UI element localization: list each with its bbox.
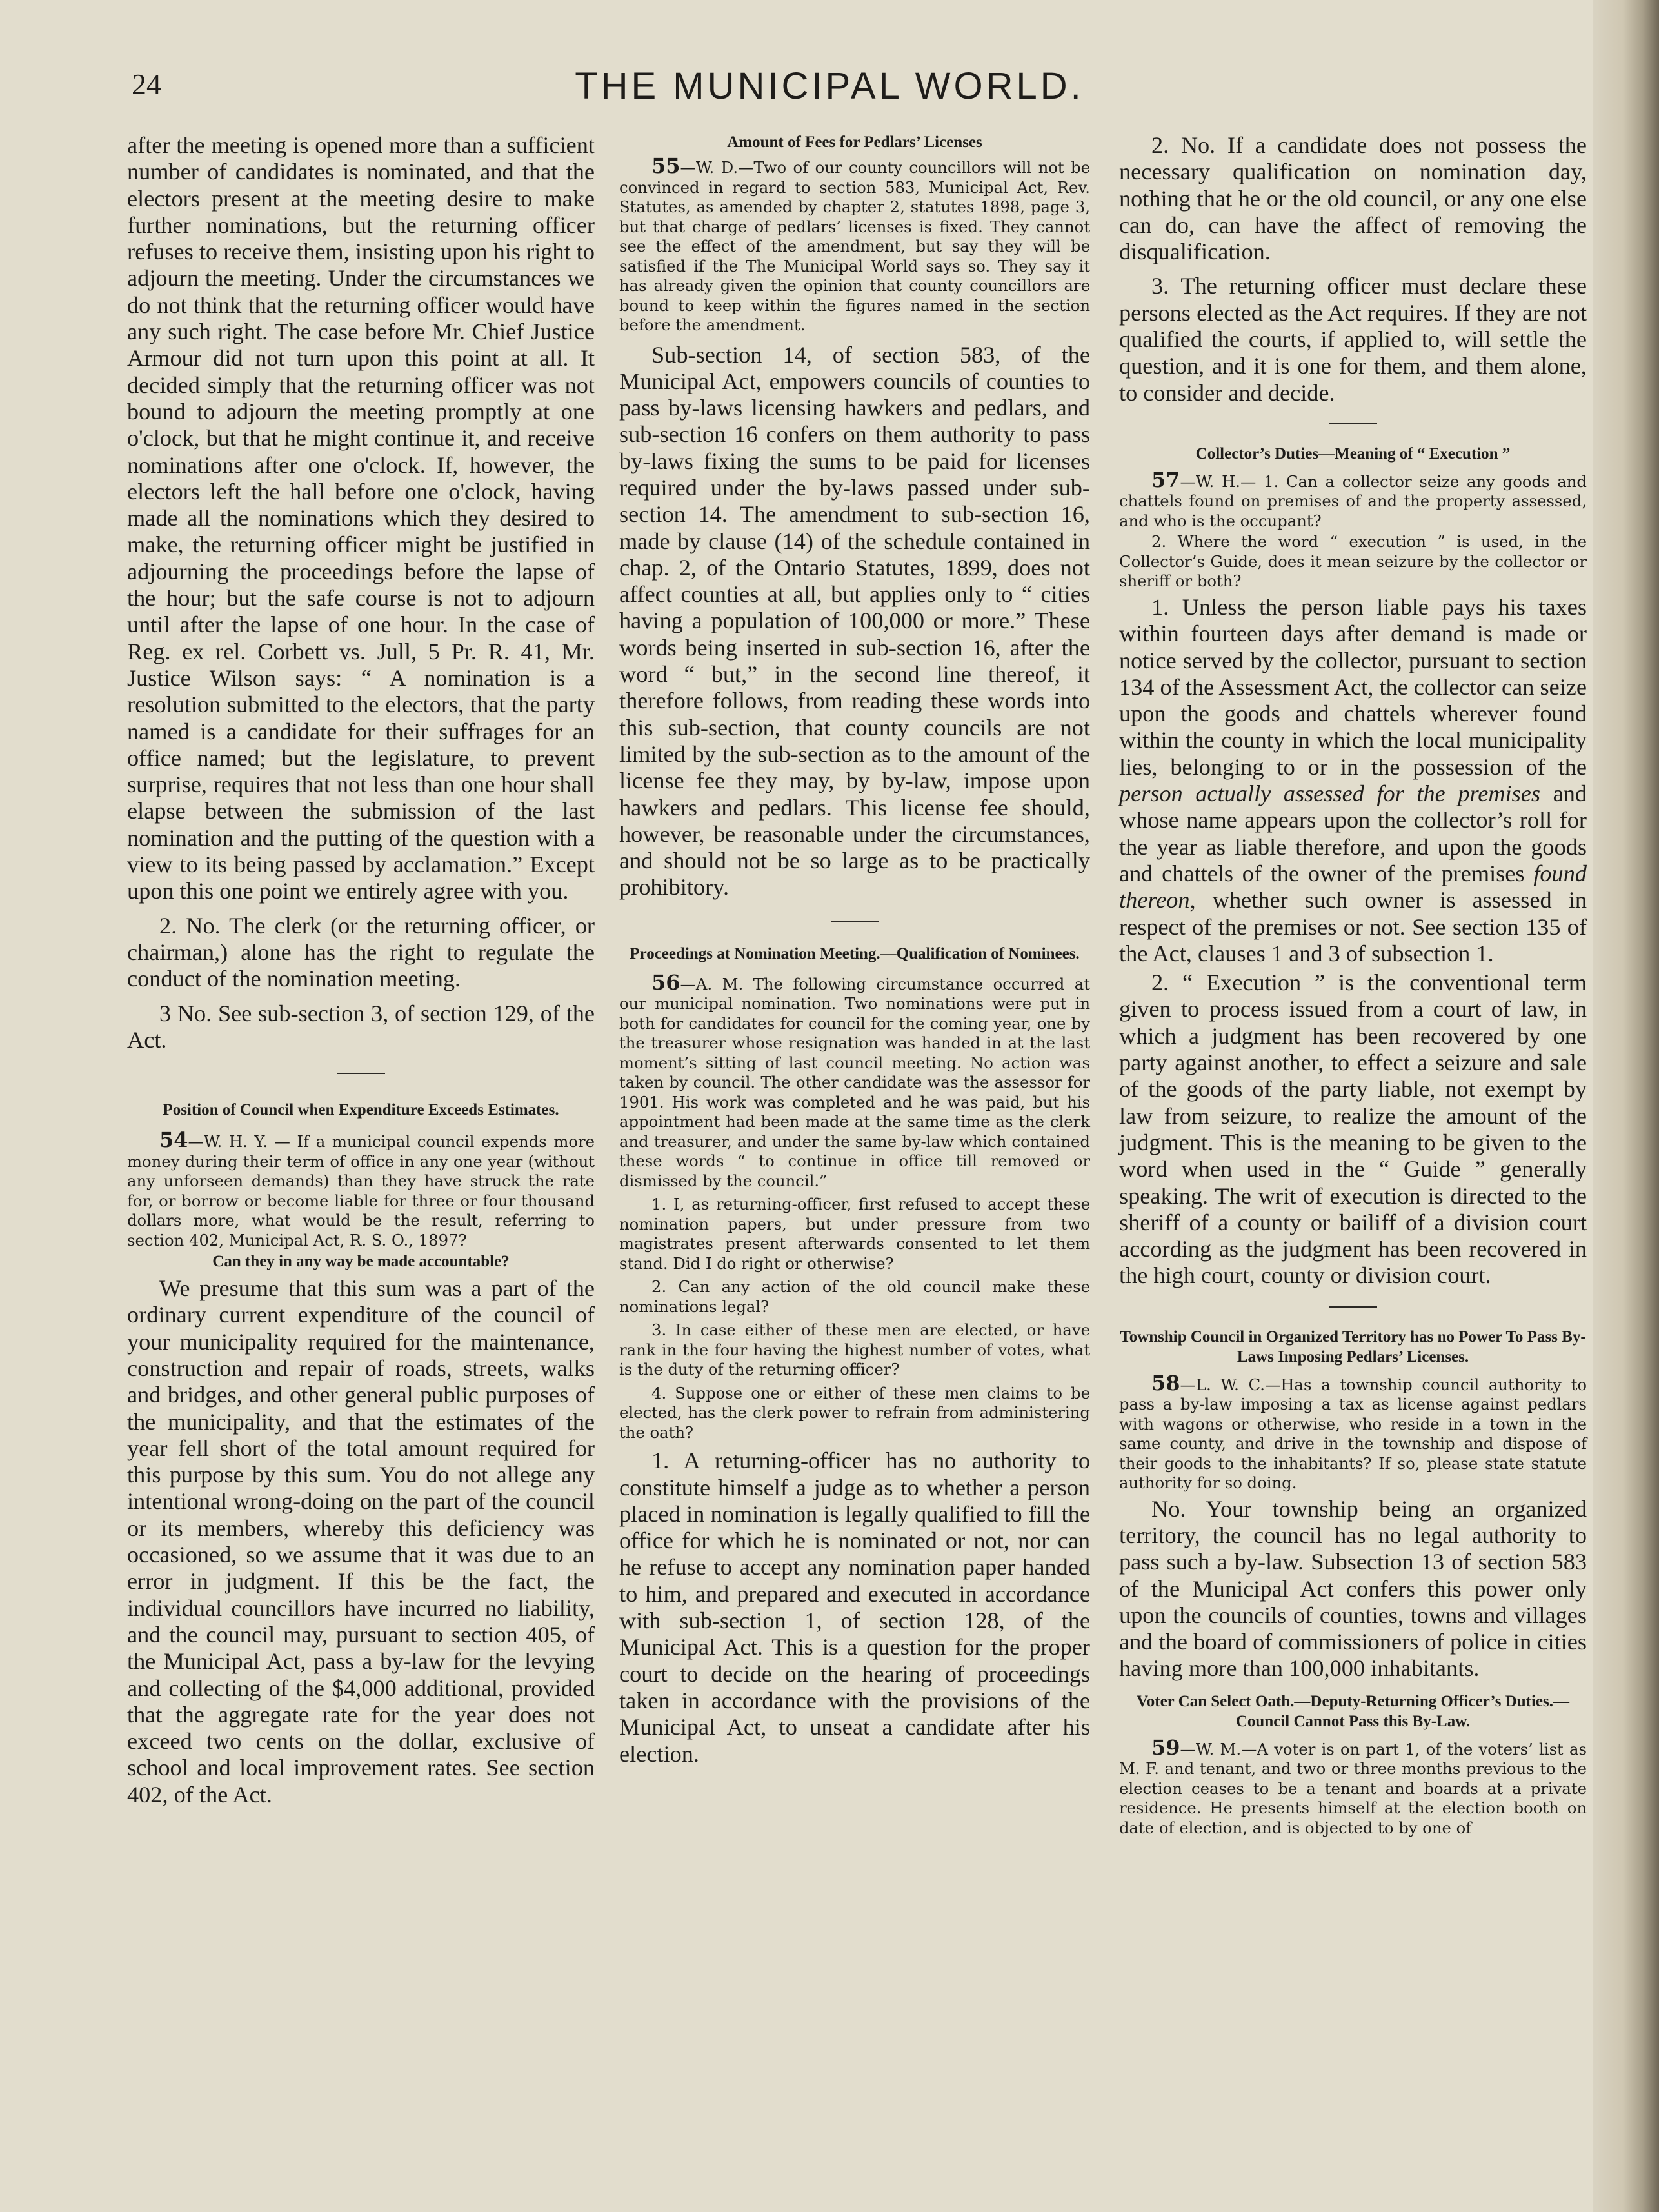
reader-question xyxy=(1119,532,1587,592)
question-text: 4. Suppose one or either of these men claims to be elected, has the clerk power to refrain from administering the oath? xyxy=(619,1383,1090,1442)
question-number: 58 xyxy=(1151,1370,1180,1395)
question-number: 57 xyxy=(1151,467,1180,492)
question-text: —A. M. The following circumstance occurred at our municipal nomination. Two nominations were put in both for candidates for council for the coming year, one by the treasurer whose resignation was handed in at the last moment’s sitting of last council meeting. No action was taken by council. The other candidate was the assessor for 1901. His work was completed and he was paid, but his appointment had been made at the same time as the clerk and treasurer, and under the same by-law which contained these words “ to continue in office till removed or dismissed by the council.” xyxy=(619,974,1090,1190)
reader-question xyxy=(619,1195,1090,1273)
question-number: 55 xyxy=(651,154,680,178)
reader-question xyxy=(1119,1735,1587,1838)
binding-gutter xyxy=(1593,0,1659,2212)
section-heading: Proceedings at Nomination Meeting.—Qualification of Nominees. xyxy=(630,944,1080,962)
section-heading: Amount of Fees for Pedlars’ Licenses xyxy=(727,134,982,151)
question-text: 2. Can any action of the old council make these nominations legal? xyxy=(619,1277,1090,1316)
question-text: 2. Where the word “ execution ” is used, in the Collector’s Guide, does it mean seizure by the collector or sheriff or both? xyxy=(1119,532,1587,591)
journal-title: THE MUNICIPAL WORLD. xyxy=(575,65,1084,107)
question-text: —W. H. Y. — If a municipal council expends more money during their term of office in any one year (without any unforseen demands) than they have struck the rate for, or borrow or become liable for three or four thousand dollars more, what would be the result, referring to section 402, Municipal Act, R. S. O., 1897? xyxy=(127,1132,595,1250)
answer-paragraph: 3. The returning officer must declare these persons elected as the Act requires. If they are not qualified the courts, if applied to, will settle the question, and it is one for them, and them alone, to consider and decide. xyxy=(1119,273,1587,406)
answer-paragraph: 2. No. If a candidate does not possess the necessary qualification on nomination day, nothing that he or the old council, or any one else can do, can have the affect of removing the disqualification. xyxy=(1119,132,1587,265)
answer-paragraph: 1. A returning-officer has no authority to constitute himself a judge as to whether a person placed in nomination is legally qualified to fill the office for which he is nominated or not, nor can he refuse to accept any nomination paper handed to him, and prepared and executed in accordance with sub-section 1, of section 128, of the Municipal Act. This is a question for the proper court to decide on the hearing of proceedings taken in accordance with the provisions of the Municipal Act, to unseat a candidate after his election. xyxy=(619,1448,1090,1767)
answer-paragraph: 2. No. The clerk (or the returning officer, or chairman,) alone has the right to regulate the conduct of the nomination meeting. xyxy=(127,912,595,992)
answer-paragraph: We presume that this sum was a part of the ordinary current expenditure of the council of your municipality required for the maintenance, construction and repair of roads, streets, walks and bridges, and other general public purposes of the municipality, and that the estimates of the year fell short of the total amount required for this purpose by this sum. You do not allege any intentional wrong-doing on the part of the council or its members, whereby this deficiency was occasioned, so we assume that it was due to an error in judgment. If this be the fact, the individual councillors have incurred no liability, and the council may, pursuant to section 405, of the Municipal Act, pass a by-law for the levying and collecting of the $4,000 additional, provided that the aggregate rate for the year does not exceed two cents on the dollar, exclusive of school and local improvement rates. See section 402, of the Act. xyxy=(127,1275,595,1808)
section-heading: Collector’s Duties—Meaning of “ Execution ” xyxy=(1195,444,1511,463)
section-divider xyxy=(1329,423,1377,424)
section-heading: Can they in any way be made accountable? xyxy=(212,1253,510,1271)
reader-question xyxy=(1119,467,1587,532)
question-text: —W. H.— 1. Can a collector seize any goods and chattels found on premises of and the property assessed, and who is the occupant? xyxy=(1119,472,1587,530)
question-text: 1. I, as returning-officer, first refused to accept these nomination papers, but under pressure from two magistrates present afterwards consented to let them stand. Did I do right or otherwise? xyxy=(619,1195,1090,1273)
question-text: —L. W. C.—Has a township council authority to pass a by-law imposing a tax as license against pedlars with wagons or otherwise, who reside in a town in the same county, and drive in the township and dispose of their goods to the inhabitants? If so, please state statute authority for so doing. xyxy=(1119,1375,1587,1493)
section-heading: Position of Council when Expenditure Exceeds Estimates. xyxy=(163,1101,559,1119)
answer-paragraph: 2. “ Execution ” is the conventional term given to process issued from a court of law, in which a judgment has been recovered by one party against another, to effect a seizure and sale of the goods of the party liable, not exempt by law from seizure, to realize the amount of the judgment. This is the meaning to be given to the word when used in the “ Guide ” generally speaking. The writ of execution is directed to the sheriff of a county or bailiff of a division court according as the judgment has been recovered in the high court, county or division court. xyxy=(1119,970,1587,1289)
question-number: 59 xyxy=(1151,1735,1180,1760)
question-number: 54 xyxy=(159,1128,188,1153)
answer-paragraph: after the meeting is opened more than a sufficient number of candidates is nominated, and that the electors present at the meeting desire to make further nominations, but the returning officer refuses to receive them, insisting upon his right to adjourn the meeting. Under the circumstances we do not think that the returning officer would have any such right. The case before Mr. Chief Justice Armour did not turn upon this point at all. It decided simply that the returning officer was not bound to adjourn the meeting promptly at one o'clock, but that he might continue it, and receive nominations after one o'clock. If, however, the electors left the hall before one o'clock, having made all the nominations which they desired to make, the returning officer might be justified in adjourning the proceedings before the lapse of the hour; but the safe course is not to adjourn until after the lapse of one hour. In the case of Reg. ex rel. Corbett vs. Jull, 5 Pr. R. 41, Mr. Justice Wilson says: “ A nomination is a resolution submitted to the electors, that the party named is a candidate for their suffrages for an office named; but the legislature, to prevent surprise, requires that not less than one hour shall elapse between the submission of the last nomination and the putting of the question with a view to its being passed by acclamation.” Except upon this one point we entirely agree with you. xyxy=(127,132,595,904)
question-text: —W. D.—Two of our county councillors will not be convinced in regard to section 583, Municipal Act, Rev. Statutes, as amended by chapter 2, statutes 1898, page 3, but that charge of pedlars’ licenses is fixed. They cannot see the effect of the amendment, but say they will be satisfied if the The Municipal World says so. They say it has already given the opinion that county councillors are bound to keep within the figures named in the section before the amendment. xyxy=(619,158,1090,334)
reader-question xyxy=(619,970,1090,1191)
column-middle xyxy=(619,132,1090,1768)
answer-paragraph: No. Your township being an organized territory, the council has no legal authority to pass such a by-law. Subsection 13 of section 583 of the Municipal Act confers this power only upon the councils of counties, towns and villages and the board of commissioners of police in cities having more than 100,000 inhabitants. xyxy=(1119,1495,1587,1682)
reader-question xyxy=(619,156,1090,335)
reader-question xyxy=(127,1130,595,1250)
reader-question xyxy=(1119,1370,1587,1493)
question-text: —W. M.—A voter is on part 1, of the voters’ list as M. F. and tenant, and two or three months previous to the election ceases to be a tenant and boards at a private residence. He presents himself at the election booth on date of election, and is objected to by one of xyxy=(1119,1739,1587,1837)
question-text: 3. In case either of these men are elected, or have rank in the four having the highest number of votes, what is the duty of the returning officer? xyxy=(619,1320,1090,1379)
section-divider xyxy=(831,921,879,922)
reader-question xyxy=(619,1384,1090,1443)
reader-question xyxy=(619,1320,1090,1380)
answer-paragraph: 3 No. See sub-section 3, of section 129, of the Act. xyxy=(127,1000,595,1053)
reader-question xyxy=(619,1277,1090,1317)
answer-paragraph: 1. Unless the person liable pays his taxes within fourteen days after demand is made or notice served by the collector, pursuant to section 134 of the Assessment Act, the collector can seize upon the goods and chattels wherever found within the county in which the local municipality lies, belonging to or in the possession of the person actually assessed for the premises and whose name appears upon the collector’s roll for the year as liable therefore, and upon the goods and chattels of the owner of the premises found thereon, whether such owner is assessed in respect of the premises or not. See section 135 of the Act, clauses 1 and 3 of subsection 1. xyxy=(1119,593,1587,966)
question-number: 56 xyxy=(651,970,680,995)
column-left xyxy=(127,132,595,1808)
answer-paragraph: Sub-section 14, of section 583, of the Municipal Act, empowers councils of counties to pass by-laws licensing hawkers and pedlars, and sub-section 16 confers on them authority to pass by-laws fixing the sums to be paid for licenses required under the by-laws passed under sub-section 14. The amendment to sub-section 16, made by clause (14) of the schedule contained in chap. 2, of the Ontario Statutes, 1899, does not affect counties at all, but applies only to “ cities having a population of 100,000 or more.” These words being inserted in sub-section 16, after the word “ but,” in the second line thereof, it therefore follows, from reading these words into this sub-section, that county councils are not limited by the sub-section as to the amount of the license fee they may, by by-law, impose upon hawkers and pedlars. This license fee should, however, be reasonable under the circumstances, and should not be so large as to be practically prohibitory. xyxy=(619,341,1090,901)
column-right xyxy=(1119,132,1587,1840)
section-divider xyxy=(1329,1306,1377,1308)
section-divider xyxy=(337,1073,385,1074)
section-heading: Voter Can Select Oath.—Deputy-Returning Officer’s Duties.—Council Cannot Pass this By-Law. xyxy=(1137,1692,1569,1730)
section-heading: Township Council in Organized Territory has no Power To Pass By-Laws Imposing Pedlars’ Licenses. xyxy=(1120,1328,1586,1366)
page-number: 24 xyxy=(132,68,161,101)
